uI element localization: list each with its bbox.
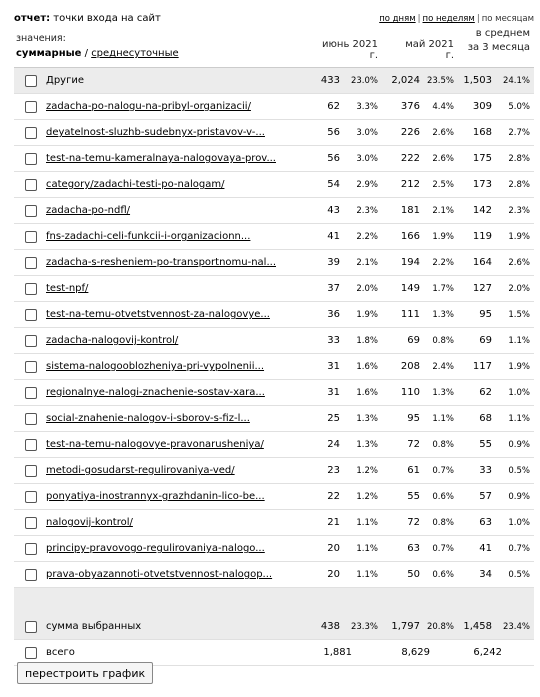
entry-average-value: 164 — [472, 257, 492, 268]
report-topbar — [14, 0, 534, 26]
row-checkbox[interactable] — [25, 491, 37, 503]
entry-june-pct: 2.3% — [356, 206, 378, 216]
entry-may-pct: 2.2% — [432, 258, 454, 268]
entry-average-value: 309 — [472, 101, 492, 112]
entry-page-link[interactable]: regionalnye-nalogi-znachenie-sostav-xara... — [46, 387, 265, 398]
entry-average-pct: 2.3% — [508, 206, 530, 216]
entry-average-pct: 1.0% — [508, 388, 530, 398]
period-switcher: по дням | по неделям | по месяцам — [379, 14, 534, 24]
period-weeks-link[interactable]: по неделям — [422, 14, 475, 24]
entry-june-pct: 1.9% — [356, 310, 378, 320]
entry-average-pct: 1.1% — [508, 336, 530, 346]
entry-may-pct: 2.4% — [432, 362, 454, 372]
entry-june-value: 21 — [327, 517, 340, 528]
entry-may-pct: 1.7% — [432, 284, 454, 294]
entry-june-value: 433 — [320, 75, 340, 86]
entry-average-value: 1,503 — [463, 75, 492, 86]
row-checkbox[interactable] — [25, 283, 37, 295]
entry-may-value: 55 — [407, 491, 420, 502]
entry-average-value: 175 — [472, 153, 492, 164]
table-row — [14, 458, 534, 484]
values-label: значения: — [16, 33, 66, 44]
row-checkbox[interactable] — [25, 153, 37, 165]
total-checkbox[interactable] — [25, 647, 37, 659]
entry-may-value: 226 — [400, 127, 420, 138]
entry-june-value: 54 — [327, 179, 340, 190]
summary-selected-may-pct: 20.8% — [426, 622, 454, 632]
entry-may-pct: 0.6% — [432, 492, 454, 502]
entry-may-value: 166 — [400, 231, 420, 242]
entry-average-pct: 5.0% — [508, 102, 530, 112]
entry-june-value: 31 — [327, 361, 340, 372]
entry-page-link[interactable]: test-na-temu-nalogovye-pravonarusheniya/ — [46, 439, 264, 450]
row-checkbox[interactable] — [25, 231, 37, 243]
row-checkbox[interactable] — [25, 75, 37, 87]
entry-june-pct: 1.1% — [356, 570, 378, 580]
table-row — [14, 198, 534, 224]
entry-may-pct: 2.6% — [432, 128, 454, 138]
row-checkbox[interactable] — [25, 361, 37, 373]
row-checkbox[interactable] — [25, 439, 37, 451]
entry-june-value: 31 — [327, 387, 340, 398]
entry-june-value: 39 — [327, 257, 340, 268]
entry-june-pct: 3.0% — [356, 154, 378, 164]
entry-may-value: 212 — [400, 179, 420, 190]
entry-may-pct: 0.7% — [432, 466, 454, 476]
table-row — [14, 354, 534, 380]
entry-may-value: 149 — [400, 283, 420, 294]
entry-average-pct: 0.5% — [508, 466, 530, 476]
row-checkbox[interactable] — [25, 387, 37, 399]
entry-page-link[interactable]: prava-obyazannoti-otvetstvennost-nalogop... — [46, 569, 273, 580]
report-label: отчет: — [14, 13, 51, 24]
row-checkbox[interactable] — [25, 569, 37, 581]
entry-average-pct: 2.8% — [508, 180, 530, 190]
entry-may-pct: 0.8% — [432, 440, 454, 450]
entry-may-pct: 2.6% — [432, 154, 454, 164]
entry-average-pct: 2.0% — [508, 284, 530, 294]
summary-total-may: 8,629 — [401, 647, 430, 658]
entry-average-pct: 1.9% — [508, 362, 530, 372]
entry-june-pct: 1.3% — [356, 440, 378, 450]
entry-average-pct: 2.6% — [508, 258, 530, 268]
table-row — [14, 224, 534, 250]
entry-average-value: 62 — [479, 387, 492, 398]
entry-may-value: 181 — [400, 205, 420, 216]
table-row — [14, 276, 534, 302]
table-row — [14, 484, 534, 510]
entry-average-value: 173 — [472, 179, 492, 190]
row-checkbox[interactable] — [25, 517, 37, 529]
entry-may-pct: 1.3% — [432, 388, 454, 398]
row-checkbox[interactable] — [25, 101, 37, 113]
entry-average-value: 57 — [479, 491, 492, 502]
summary-selected-average-pct: 23.4% — [502, 622, 530, 632]
entry-other-label: Другие — [46, 75, 84, 86]
entry-average-pct: 1.5% — [508, 310, 530, 320]
entry-average-value: 168 — [472, 127, 492, 138]
entry-june-pct: 3.3% — [356, 102, 378, 112]
entry-may-pct: 1.3% — [432, 310, 454, 320]
mode-total-current: суммарные — [16, 48, 82, 59]
summary-total-june: 1,881 — [323, 647, 352, 658]
entry-average-pct: 0.7% — [508, 544, 530, 554]
entry-june-pct: 23.0% — [350, 76, 378, 86]
entry-may-value: 208 — [400, 361, 420, 372]
entry-may-pct: 0.7% — [432, 544, 454, 554]
entry-average-pct: 0.9% — [508, 492, 530, 502]
entry-may-pct: 0.8% — [432, 336, 454, 346]
entry-may-value: 72 — [407, 517, 420, 528]
entry-page-link[interactable]: zadacha-nalogovij-kontrol/ — [46, 335, 179, 346]
entry-may-value: 50 — [407, 569, 420, 580]
summary-total-average: 6,242 — [473, 647, 502, 658]
row-checkbox[interactable] — [25, 543, 37, 555]
table-row — [14, 510, 534, 536]
entry-may-value: 63 — [407, 543, 420, 554]
table-row — [14, 432, 534, 458]
entry-june-pct: 2.2% — [356, 232, 378, 242]
row-checkbox[interactable] — [25, 205, 37, 217]
entry-june-pct: 1.6% — [356, 388, 378, 398]
entry-may-value: 111 — [400, 309, 420, 320]
table-row — [14, 250, 534, 276]
entry-average-value: 55 — [479, 439, 492, 450]
entry-average-value: 69 — [479, 335, 492, 346]
entry-may-value: 72 — [407, 439, 420, 450]
entry-may-value: 194 — [400, 257, 420, 268]
summary-total-label: всего — [46, 647, 75, 658]
table-row — [14, 406, 534, 432]
mode-daily-average-link[interactable]: среднесуточные — [91, 48, 179, 59]
entry-june-value: 37 — [327, 283, 340, 294]
entry-page-link[interactable]: zadacha-s-resheniem-po-transportnomu-nal... — [46, 257, 276, 268]
entry-june-pct: 2.0% — [356, 284, 378, 294]
entry-june-pct: 1.2% — [356, 492, 378, 502]
entry-may-pct: 1.1% — [432, 414, 454, 424]
entry-average-value: 127 — [472, 283, 492, 294]
table-row — [14, 302, 534, 328]
summary-selected-average: 1,458 — [463, 621, 492, 632]
entry-page-link[interactable]: social-znahenie-nalogov-i-sborov-s-fiz-l... — [46, 413, 250, 424]
entry-may-pct: 0.8% — [432, 518, 454, 528]
summary-selected-june: 438 — [320, 621, 340, 632]
column-header-may: май 2021 г. — [405, 39, 454, 61]
row-checkbox[interactable] — [25, 413, 37, 425]
entry-june-value: 22 — [327, 491, 340, 502]
entry-june-value: 56 — [327, 153, 340, 164]
entry-june-pct: 1.1% — [356, 544, 378, 554]
table-row — [14, 68, 534, 94]
entry-may-pct: 4.4% — [432, 102, 454, 112]
column-header-average-line1: в среднем — [475, 28, 530, 39]
entry-page-link[interactable]: fns-zadachi-celi-funkcii-i-organizacionn... — [46, 231, 251, 242]
select-all-checkbox[interactable] — [25, 621, 37, 633]
entry-average-pct: 2.7% — [508, 128, 530, 138]
table-row — [14, 146, 534, 172]
table-row — [14, 328, 534, 354]
entry-page-link[interactable]: deyatelnost-sluzhb-sudebnyx-pristavov-v-... — [46, 127, 265, 138]
row-checkbox[interactable] — [25, 179, 37, 191]
entry-may-pct: 1.9% — [432, 232, 454, 242]
value-mode-switcher — [16, 48, 179, 59]
period-days-link[interactable]: по дням — [379, 14, 416, 24]
entry-june-value: 24 — [327, 439, 340, 450]
entry-average-pct: 1.1% — [508, 414, 530, 424]
entry-points-list — [14, 68, 534, 588]
column-header-june: июнь 2021 г. — [322, 39, 378, 61]
table-row — [14, 120, 534, 146]
entry-june-value: 62 — [327, 101, 340, 112]
row-checkbox[interactable] — [25, 335, 37, 347]
entry-page-link[interactable]: category/zadachi-testi-po-nalogam/ — [46, 179, 225, 190]
entry-may-pct: 2.5% — [432, 180, 454, 190]
table-row — [14, 562, 534, 588]
summary-selected-june-pct: 23.3% — [350, 622, 378, 632]
entry-average-value: 41 — [479, 543, 492, 554]
entry-may-value: 95 — [407, 413, 420, 424]
entry-may-pct: 0.6% — [432, 570, 454, 580]
entry-june-pct: 1.2% — [356, 466, 378, 476]
column-header-average-line2: за 3 месяца — [467, 42, 530, 53]
column-header-average — [462, 27, 530, 55]
entry-page-link[interactable]: ponyatiya-inostrannyx-grazhdanin-lico-be... — [46, 491, 265, 502]
entry-june-pct: 3.0% — [356, 128, 378, 138]
entry-june-pct: 1.8% — [356, 336, 378, 346]
entry-may-value: 110 — [400, 387, 420, 398]
table-row — [14, 94, 534, 120]
entry-june-value: 20 — [327, 543, 340, 554]
entry-average-value: 117 — [472, 361, 492, 372]
entry-average-pct: 1.9% — [508, 232, 530, 242]
entry-may-value: 2,024 — [391, 75, 420, 86]
entry-may-value: 376 — [400, 101, 420, 112]
report-name: точки входа на сайт — [53, 13, 161, 24]
entry-june-pct: 2.1% — [356, 258, 378, 268]
entry-page-link[interactable]: test-na-temu-kameralnaya-nalogovaya-prov... — [46, 153, 276, 164]
entry-june-value: 36 — [327, 309, 340, 320]
entry-average-pct: 2.8% — [508, 154, 530, 164]
entry-page-link[interactable]: zadacha-po-nalogu-na-pribyl-organizacii/ — [46, 101, 251, 112]
entry-average-value: 142 — [472, 205, 492, 216]
summary-selected-label: сумма выбранных — [46, 621, 142, 632]
entry-june-pct: 1.3% — [356, 414, 378, 424]
entry-may-value: 222 — [400, 153, 420, 164]
entry-page-link[interactable]: test-na-temu-otvetstvennost-za-nalogovye... — [46, 309, 270, 320]
entry-may-pct: 23.5% — [426, 76, 454, 86]
table-row — [14, 536, 534, 562]
summary-selected-may: 1,797 — [391, 621, 420, 632]
entry-average-pct: 0.9% — [508, 440, 530, 450]
entry-page-link[interactable]: zadacha-po-ndfl/ — [46, 205, 131, 216]
entry-june-pct: 1.1% — [356, 518, 378, 528]
row-checkbox[interactable] — [25, 465, 37, 477]
table-row — [14, 380, 534, 406]
entry-may-pct: 2.1% — [432, 206, 454, 216]
entry-average-value: 95 — [479, 309, 492, 320]
entry-average-value: 33 — [479, 465, 492, 476]
period-months-current: по месяцам — [481, 14, 534, 24]
entry-average-pct: 0.5% — [508, 570, 530, 580]
entry-average-pct: 1.0% — [508, 518, 530, 528]
entry-page-link[interactable]: nalogovij-kontrol/ — [46, 517, 133, 528]
entry-june-value: 56 — [327, 127, 340, 138]
mode-separator: / — [84, 48, 88, 59]
entry-may-value: 69 — [407, 335, 420, 346]
row-checkbox[interactable] — [25, 257, 37, 269]
entry-june-pct: 1.6% — [356, 362, 378, 372]
entry-may-value: 61 — [407, 465, 420, 476]
report-panel — [14, 0, 534, 680]
entry-average-pct: 24.1% — [502, 76, 530, 86]
entry-page-link[interactable]: metodi-gosudarst-regulirovaniya-ved/ — [46, 465, 235, 476]
report-title — [14, 13, 161, 24]
spacer-row — [14, 588, 534, 614]
entry-average-value: 68 — [479, 413, 492, 424]
entry-page-link[interactable]: test-npf/ — [46, 283, 89, 294]
entry-page-link[interactable]: principy-pravovogo-regulirovaniya-nalogo... — [46, 543, 265, 554]
entry-average-value: 63 — [479, 517, 492, 528]
entry-page-link[interactable]: sistema-nalogooblozheniya-pri-vypolnenii... — [46, 361, 265, 372]
entry-june-value: 43 — [327, 205, 340, 216]
row-checkbox[interactable] — [25, 127, 37, 139]
entry-june-value: 23 — [327, 465, 340, 476]
entry-june-pct: 2.9% — [356, 180, 378, 190]
entry-average-value: 34 — [479, 569, 492, 580]
table-header — [14, 26, 534, 68]
entry-june-value: 33 — [327, 335, 340, 346]
entry-average-value: 119 — [472, 231, 492, 242]
entry-june-value: 25 — [327, 413, 340, 424]
rebuild-chart-button[interactable]: перестроить график — [17, 662, 153, 684]
summary-selected-row — [14, 614, 534, 640]
table-row — [14, 172, 534, 198]
entry-june-value: 20 — [327, 569, 340, 580]
row-checkbox[interactable] — [25, 309, 37, 321]
entry-june-value: 41 — [327, 231, 340, 242]
